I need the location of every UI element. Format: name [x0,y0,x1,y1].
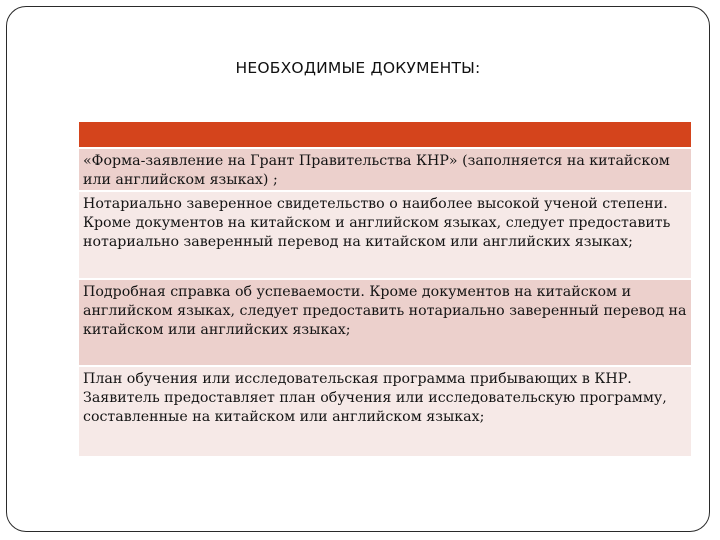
documents-table [79,122,691,456]
document-item-study-plan: План обучения или исследовательская программа прибывающих в КНР. Заявитель предоставляет план обучения или исследовательскую программу, составленные на китайском или английском языках; [79,366,691,456]
table-header-row [79,122,691,148]
slide-frame [6,6,710,532]
table-row [79,366,691,456]
document-item-transcript: Подробная справка об успеваемости. Кроме документов на китайском и английском языках, следует предоставить нотариально заверенный перевод на китайском или английских языках; [79,279,691,366]
document-item-degree-certificate: Нотариально заверенное свидетельство о наиболее высокой ученой степени. Кроме документов на китайском и английском языках, следует предоставить нотариально заверенный перевод на китайском или английских языках; [79,191,691,279]
slide-title: НЕОБХОДИМЫЕ ДОКУМЕНТЫ: [235,59,481,77]
table-header-cell [79,122,691,148]
table-row [79,148,691,191]
table-row [79,279,691,366]
document-item-application-form: «Форма-заявление на Грант Правительства КНР» (заполняется на китайском или английском языках) ; [79,148,691,191]
table-row [79,191,691,279]
